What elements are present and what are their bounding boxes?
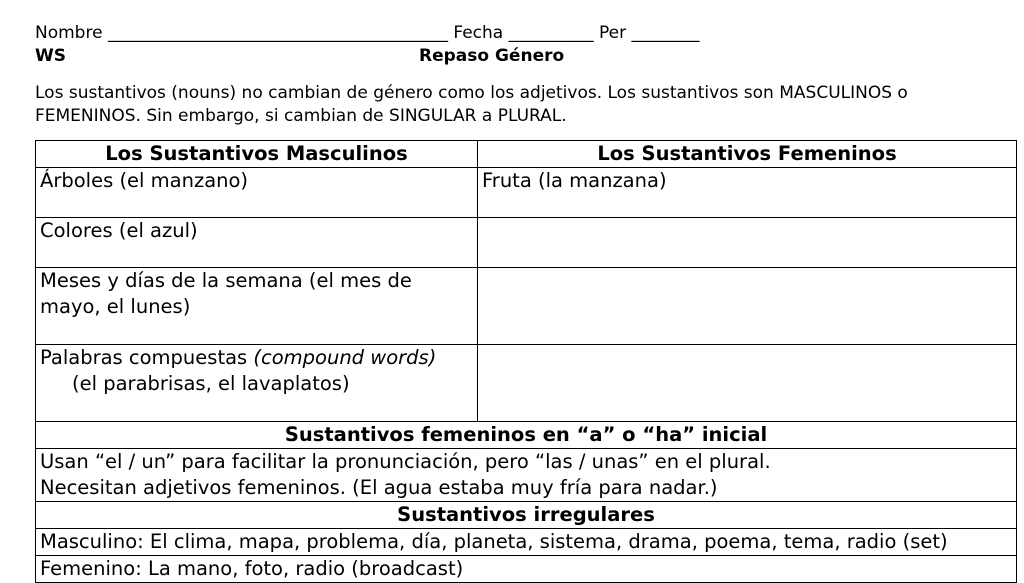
name-date-period-line: Nombre ________________________________________ Fecha __________ Per ________: [35, 23, 700, 43]
section-b-line-1: Masculino: El clima, mapa, problema, día, planeta, sistema, drama, poema, tema, radio (set): [36, 529, 1017, 556]
fem-cell: Fruta (la manzana): [478, 168, 1017, 218]
fem-cell: [478, 268, 1017, 345]
table-row: [36, 168, 1017, 218]
section-a-title: Sustantivos femeninos en “a” o “ha” inicial: [36, 422, 1017, 449]
header-masculine: Los Sustantivos Masculinos: [36, 141, 478, 168]
section-a-line-2: Necesitan adjetivos femeninos. (El agua estaba muy fría para nadar.): [40, 476, 718, 499]
section-b-title: Sustantivos irregulares: [36, 502, 1017, 529]
compound-examples: (el parabrisas, el lavaplatos): [72, 372, 350, 395]
section-b-row-2: [36, 556, 1017, 583]
section-a-body-row: [36, 449, 1017, 502]
masc-cell: Colores (el azul): [36, 218, 478, 268]
section-a-line-1: Usan “el / un” para facilitar la pronunciación, pero “las / unas” en el plural.: [40, 450, 771, 473]
table-row: [36, 268, 1017, 345]
section-b-title-row: [36, 502, 1017, 529]
intro-paragraph: [35, 82, 935, 128]
gender-table: [35, 140, 1017, 583]
table-row: [36, 218, 1017, 268]
masc-cell: Árboles (el manzano): [36, 168, 478, 218]
compound-translation: (compound words): [253, 346, 437, 369]
section-b-line-2: Femenino: La mano, foto, radio (broadcast): [36, 556, 1017, 583]
table-row: [36, 345, 1017, 422]
section-a-body: [36, 449, 1017, 502]
header-feminine: Los Sustantivos Femeninos: [478, 141, 1017, 168]
fem-cell: [478, 345, 1017, 422]
intro-line-1: Los sustantivos (nouns) no cambian de género como los adjetivos. Los sustantivos son MASCULINOS o: [35, 83, 908, 103]
section-b-row-1: [36, 529, 1017, 556]
compound-label: Palabras compuestas: [40, 346, 254, 369]
table-header-row: [36, 141, 1017, 168]
masc-cell: Meses y días de la semana (el mes de mayo, el lunes): [36, 268, 478, 345]
fem-cell: [478, 218, 1017, 268]
masc-cell: [36, 345, 478, 422]
intro-line-2: FEMENINOS. Sin embargo, si cambian de SINGULAR a PLURAL.: [35, 106, 567, 126]
ws-label: WS: [35, 46, 66, 66]
section-a-title-row: [36, 422, 1017, 449]
worksheet-title: Repaso Género: [419, 46, 565, 66]
